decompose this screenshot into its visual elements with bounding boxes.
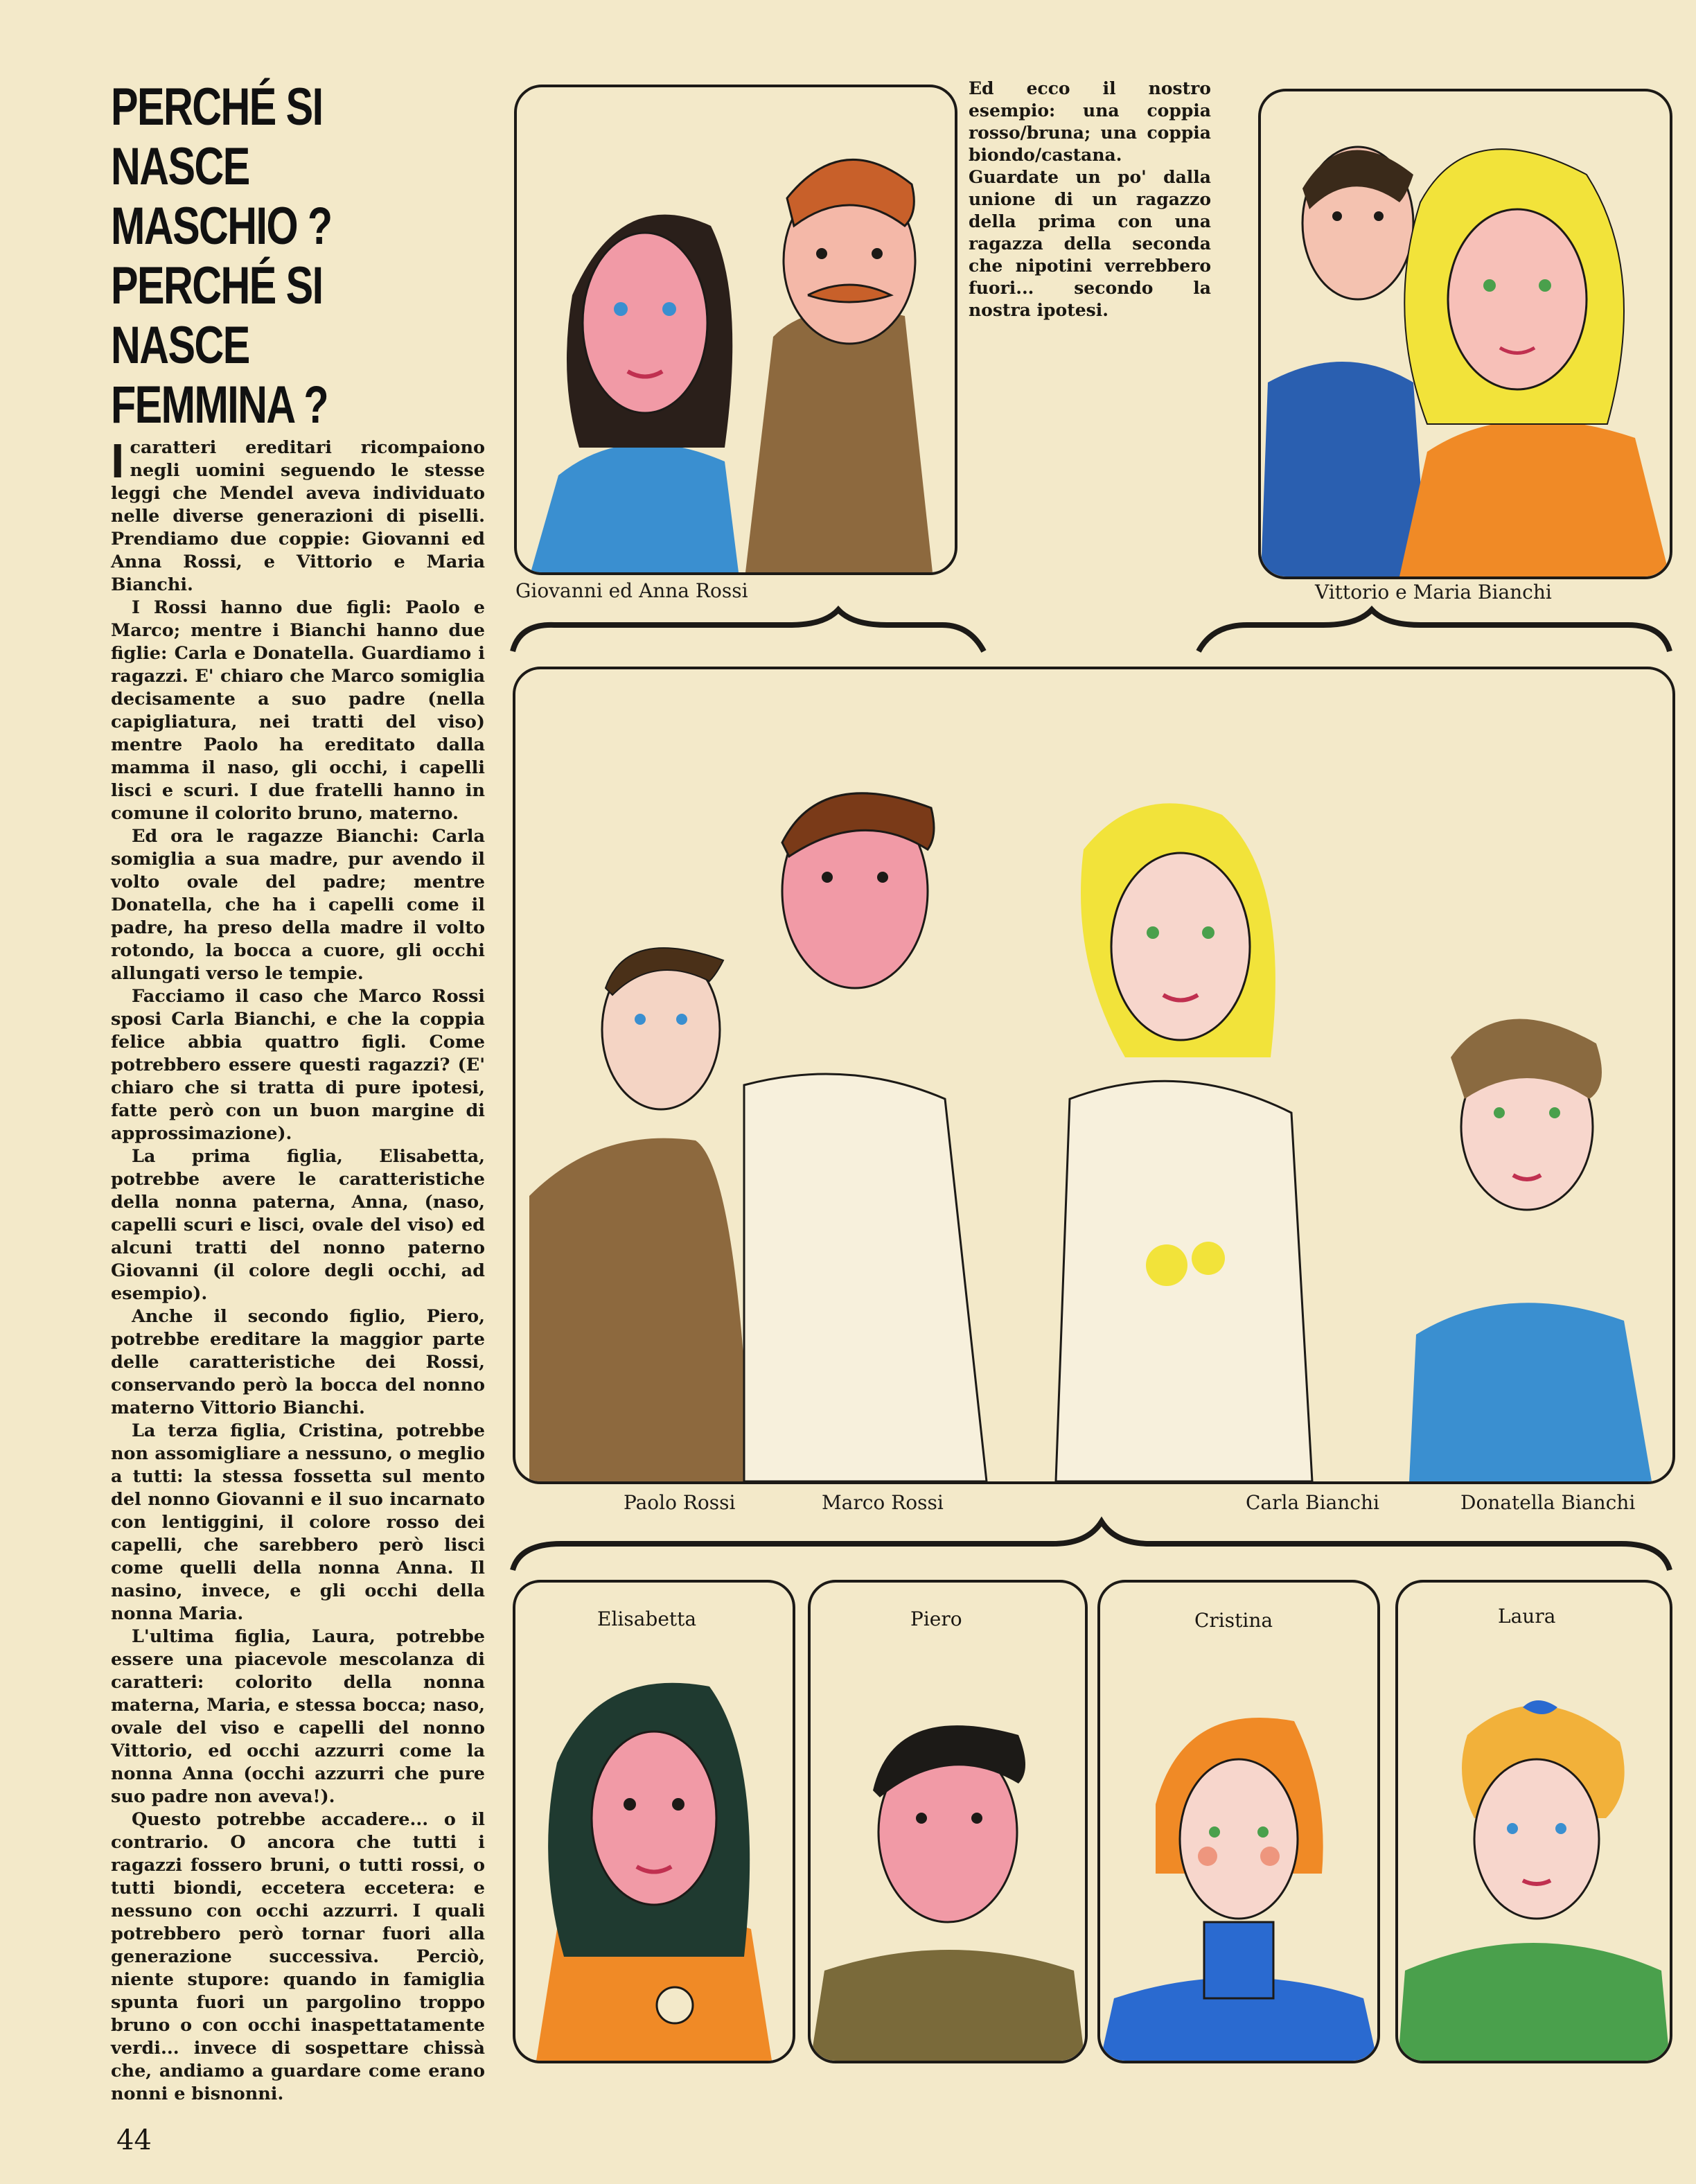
child-name-laura: Laura xyxy=(1498,1605,1556,1628)
rossi-couple-drawing xyxy=(517,87,955,572)
illustration-bianchi-couple xyxy=(1258,89,1672,579)
illustration-elisabetta xyxy=(513,1580,795,2063)
intro-text: Ed ecco il nostro esempio: una coppia rosso/bruna; una coppia biondo/castana. Guardate un po' dalla unione di un ragazzo della prima con una ragazza della seconda che nipotini verrebbero fuori... secondo la nostra ipotesi. xyxy=(969,78,1211,320)
article-paragraph: Ed ora le ragazze Bianchi: Carla somiglia a sua madre, pur avendo il volto ovale del padre; mentre Donatella, che ha i capelli come il padre, ha preso della madre il volto rotondo, la bocca a cuore, gli occhi allungati verso le tempie. xyxy=(111,826,485,984)
article-paragraph: La terza figlia, Cristina, potrebbe non assomigliare a nessuno, o meglio a tutti: la stessa fossetta sul mento del nonno Giovanni e il suo incarnato con lentiggini, il colore rosso dei capelli, che sarebbero però lisci come quelli della nonna Anna. Il nasino, invece, e gli occhi della nonna Maria. xyxy=(111,1420,485,1624)
title-line-2: MASCHIO ? xyxy=(111,197,332,256)
caption-carla: Carla Bianchi xyxy=(1246,1491,1379,1514)
title-line-4: FEMMINA ? xyxy=(111,376,328,434)
young-generation-drawing xyxy=(515,669,1672,1481)
caption-rossi-couple: Giovanni ed Anna Rossi xyxy=(515,579,748,602)
laura-drawing xyxy=(1398,1583,1670,2061)
child-name-elisabetta: Elisabetta xyxy=(597,1608,697,1630)
page-number: 44 xyxy=(116,2124,152,2156)
generation-brace-top xyxy=(513,610,1670,665)
generation-brace-bottom xyxy=(513,1522,1670,1577)
piero-drawing xyxy=(811,1583,1085,2061)
title-line-1: PERCHÉ SI NASCE xyxy=(111,78,323,196)
illustration-piero xyxy=(808,1580,1088,2063)
caption-donatella: Donatella Bianchi xyxy=(1460,1491,1636,1514)
illustration-young-generation xyxy=(513,667,1675,1484)
caption-marco: Marco Rossi xyxy=(822,1491,944,1514)
child-name-piero: Piero xyxy=(910,1608,962,1630)
caption-paolo: Paolo Rossi xyxy=(624,1491,736,1514)
elisabetta-drawing xyxy=(515,1583,793,2061)
article-paragraph: La prima figlia, Elisabetta, potrebbe avere le caratteristiche della nonna paterna, Anna, (naso, capelli scuri e lisci, ovale del viso) ed alcuni tratti del nonno paterno Giovanni (il colore degli occhi, ad esempio). xyxy=(111,1146,485,1304)
illustration-rossi-couple xyxy=(514,85,957,575)
article-paragraph: Questo potrebbe accadere... o il contrario. O ancora che tutti i ragazzi fossero bruni, o tutti rossi, o tutti biondi, eccetera eccetera: e nessuno con occhi azzurri. I quali potrebbero però tornar fuori alla generazione successiva. Perciò, niente stupore: quando in famiglia spunta fuori un pargolino troppo bruno o con occhi inaspettatamente verdi... invece di sospettare chissà che, andiamo a guardare come erano nonni e bisnonni. xyxy=(111,1809,485,2104)
article-body xyxy=(111,434,485,2106)
bianchi-couple-drawing xyxy=(1261,91,1670,576)
title-line-3: PERCHÉ SI NASCE xyxy=(111,256,323,375)
drop-cap: I xyxy=(111,434,125,488)
cristina-drawing xyxy=(1100,1583,1377,2061)
article-paragraph: Anche il secondo figlio, Piero, potrebbe ereditare la maggior parte delle caratteristiche dei Rossi, conservando però la bocca del nonno materno Vittorio Bianchi. xyxy=(111,1306,485,1418)
article-paragraph: I Rossi hanno due figli: Paolo e Marco; mentre i Bianchi hanno due figlie: Carla e Donatella. Guardiamo i ragazzi. E' chiaro che Marco somiglia decisamente a suo padre (nella capigliatura, nei tratti del viso) mentre Paolo ha ereditato dalla mamma il naso, gli occhi, i capelli lisci e scuri. I due fratelli hanno in comune il colorito bruno, materno. xyxy=(111,597,485,824)
article-paragraph xyxy=(111,434,485,597)
illustration-laura xyxy=(1395,1580,1672,2063)
article-title xyxy=(111,78,392,435)
child-name-cristina: Cristina xyxy=(1194,1609,1273,1632)
caption-bianchi-couple: Vittorio e Maria Bianchi xyxy=(1315,581,1552,604)
illustration-cristina xyxy=(1097,1580,1380,2063)
article-paragraph: L'ultima figlia, Laura, potrebbe essere una piacevole mescolanza di caratteri: colorito della nonna materna, Maria, e stessa bocca; naso, ovale del viso e capelli del nonno Vittorio, ed occhi azzurri come la nonna Anna (occhi azzurri che pure suo padre non aveva!). xyxy=(111,1626,485,1807)
article-paragraph: Facciamo il caso che Marco Rossi sposi Carla Bianchi, e che la coppia felice abbia quattro figli. Come potrebbero essere questi ragazzi? (E' chiaro che si tratta di pure ipotesi, fatte però con un buon margine di approssimazione). xyxy=(111,986,485,1144)
paragraph-text: caratteri ereditari ricompaiono negli uomini seguendo le stesse leggi che Mendel aveva individuato nelle diverse generazioni di piselli. Prendiamo due coppie: Giovanni ed Anna Rossi, e Vittorio e Maria Bianchi. xyxy=(111,437,485,595)
